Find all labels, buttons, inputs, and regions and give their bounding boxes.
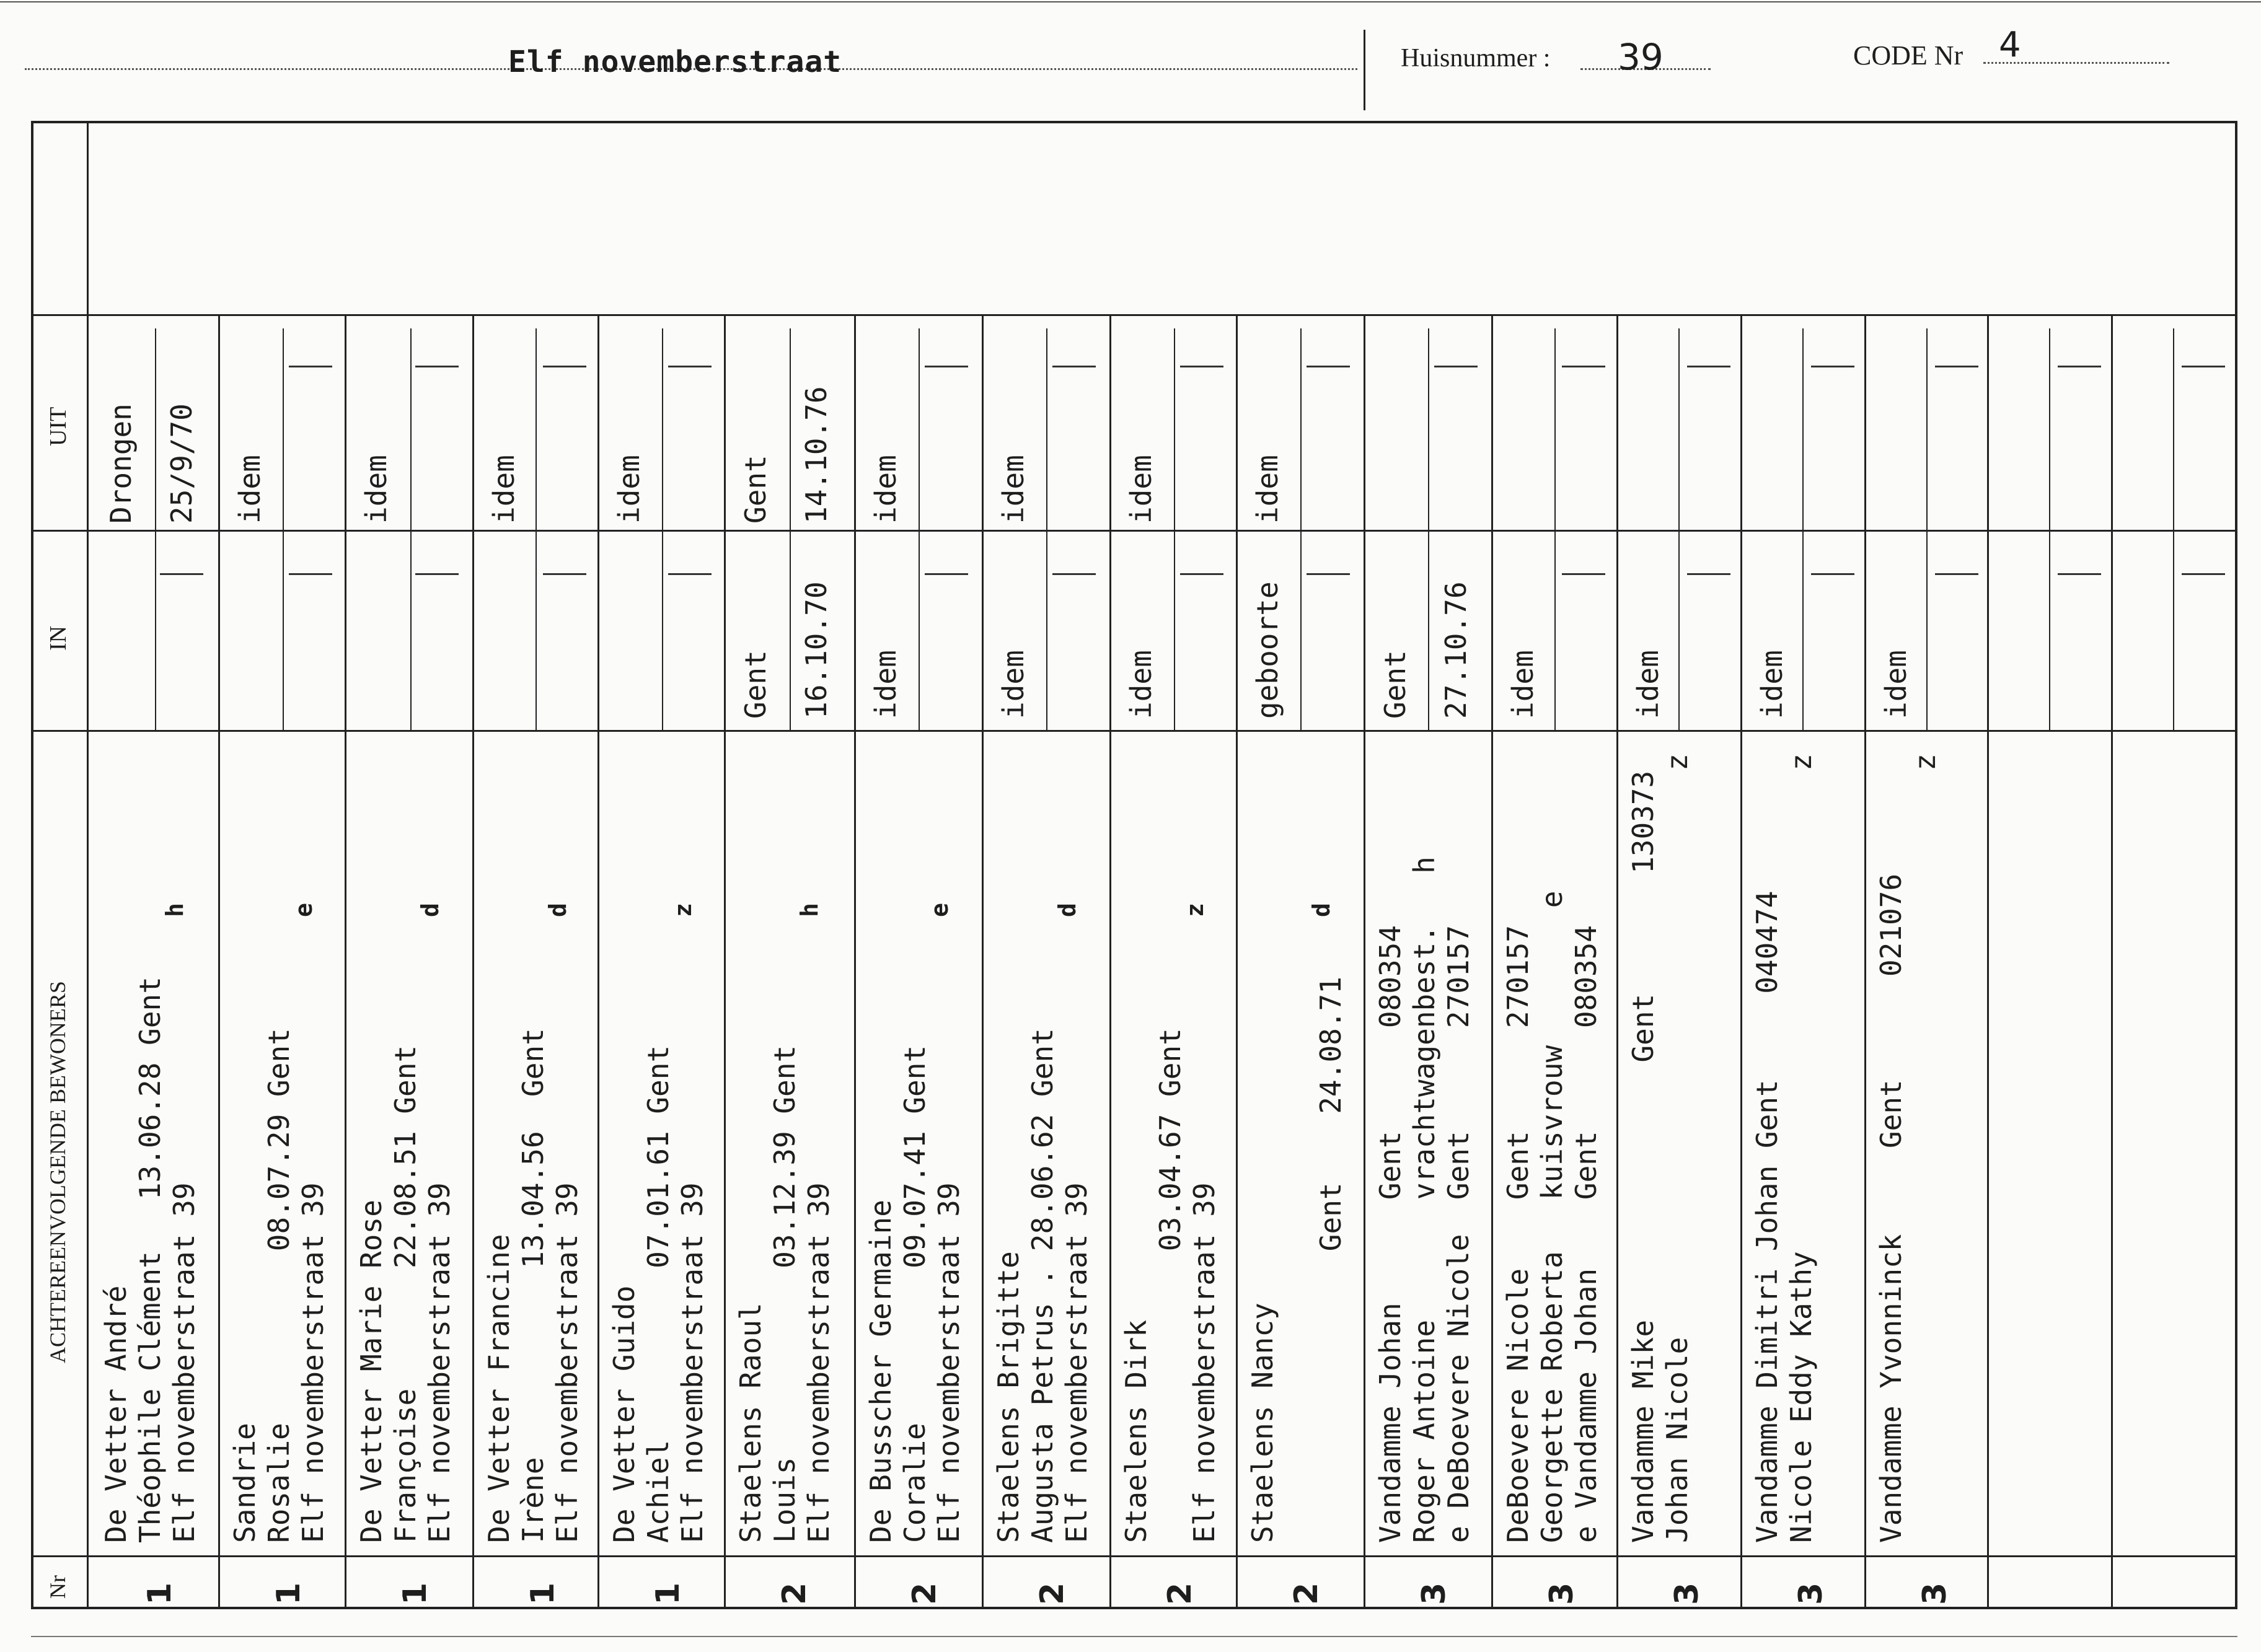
house-number-value: 39 [1618,36,1664,78]
out-place: idem [487,455,521,524]
resident-line: Staelens Nancy [1246,1303,1279,1543]
in-place: idem [1755,650,1789,719]
out-place: idem [869,455,902,524]
entry-number: 1 [141,1582,178,1605]
out-place: idem [1124,455,1158,524]
gender-mark: e [290,903,317,917]
street-name: Elf novemberstraat [508,45,842,79]
house-number-label: Huisnummer : [1401,44,1551,72]
out-place: idem [233,455,267,524]
entry-number: 3 [1792,1582,1830,1605]
gender-mark: e [926,903,953,917]
out-date: 14.10.76 [800,386,833,524]
entry-number: 1 [397,1582,434,1605]
resident-line: Rosalie 08.07.29 Gent [262,1028,296,1543]
gender-mark: d [1054,903,1081,917]
entry-number: 2 [776,1582,813,1605]
in-place: Gent [739,650,772,719]
resident-line: Johan Nicole z [1660,754,1694,1543]
entry-number: 3 [1668,1582,1706,1605]
resident-line: Vandamme Yvonninck Gent 021076 [1874,873,1908,1543]
out-place: idem [1251,455,1284,524]
resident-line: Elf novemberstraat 39 [676,1182,709,1543]
entry-number: 3 [1416,1582,1453,1605]
resident-line: Elf novemberstraat 39 [423,1182,456,1543]
out-date: 25/9/70 [165,403,198,524]
column-label-in: IN [45,625,71,651]
entry-number: 2 [906,1582,943,1605]
resident-line: Augusta Petrus . 28.06.62 Gent [1026,1028,1059,1543]
in-place: idem [1879,650,1913,719]
in-place: idem [1124,650,1158,719]
entry-number: 3 [1916,1582,1954,1605]
resident-line: De Vetter André [99,1285,133,1543]
resident-line: De Vetter Francine [482,1234,516,1543]
resident-line: Elf novemberstraat 39 [296,1182,330,1543]
in-place: idem [869,650,902,719]
resident-line: Vandamme Mike Gent 130373 [1626,770,1660,1543]
resident-line: Gent 24.08.71 [1314,977,1347,1543]
out-place: idem [359,455,393,524]
resident-line: Staelens Brigitte [992,1251,1025,1543]
resident-line: Elf novemberstraat 39 [932,1182,966,1543]
resident-line: Staelens Raoul [734,1303,767,1543]
in-place: Gent [1378,650,1412,719]
resident-line: Théophile Clément 13.06.28 Gent [133,977,167,1543]
resident-line: De Vetter Marie Rose [355,1200,388,1543]
column-label-nr: Nr [45,1575,70,1599]
resident-line: 03.04.67 Gent [1153,1028,1187,1543]
gender-mark: d [416,903,444,917]
resident-line: Sandrie [228,1423,262,1543]
in-place: idem [1631,650,1665,719]
resident-line: DeBoevere Nicole Gent 270157 [1501,925,1535,1543]
resident-line: Elf novemberstraat 39 [1060,1182,1093,1543]
gender-mark: h [161,903,188,917]
resident-line: Vandamme Johan Gent 080354 [1373,925,1407,1543]
out-place: idem [612,455,646,524]
in-place: idem [1506,650,1540,719]
out-place: Drongen [104,403,138,524]
resident-line: Elf novemberstraat 39 [167,1182,201,1543]
gender-mark: h [796,903,823,917]
resident-line: Louis 03.12.39 Gent [768,1045,801,1543]
entry-number: 1 [650,1582,687,1605]
code-label: CODE Nr [1853,40,1963,71]
resident-line: Elf novemberstraat 39 [1188,1182,1221,1543]
resident-line: Elf novemberstraat 39 [550,1182,584,1543]
resident-line: Staelens Dirk [1119,1319,1153,1543]
resident-line: De Busscher Germaine [864,1200,897,1543]
out-place: Gent [739,455,772,524]
entry-number: 2 [1034,1582,1071,1605]
column-label-residents: ACHTEREENVOLGENDE BEWONERS [45,981,70,1363]
resident-line: Nicole Eddy Kathy z [1784,754,1818,1543]
resident-line: De Vetter Guido [607,1285,641,1543]
in-place: idem [997,650,1030,719]
entry-number: 3 [1543,1582,1580,1605]
resident-line: Achiel 07.01.61 Gent [641,1045,675,1543]
resident-line: Elf novemberstraat 39 [802,1182,835,1543]
in-date: 27.10.76 [1439,581,1473,719]
resident-line: Françoise 22.08.51 Gent [389,1045,422,1543]
resident-line: e Vandamme Johan Gent 080354 [1569,925,1603,1543]
entry-number: 2 [1161,1582,1199,1605]
entry-number: 1 [270,1582,307,1605]
resident-line: z [1908,754,1942,1543]
column-label-uit: UIT [45,406,71,446]
resident-line: Georgette Roberta kuisvrouw e [1535,890,1569,1543]
resident-line: Roger Antoine vrachtwagenbest. h [1408,856,1441,1543]
gender-mark: z [1181,903,1209,917]
code-number-value: 4 [1999,25,2021,65]
resident-line: Vandamme Dimitri Johan Gent 040474 [1750,890,1784,1543]
entry-number: 1 [524,1582,562,1605]
resident-line: Irène 13.04.56 Gent [516,1028,550,1543]
out-place: idem [997,455,1030,524]
resident-line: e DeBoevere Nicole Gent 270157 [1442,925,1475,1543]
in-place: geboorte [1251,581,1284,719]
gender-mark: d [544,903,571,917]
in-date: 16.10.70 [800,581,833,719]
gender-mark: d [1308,903,1335,917]
resident-line: Coralie 09.07.41 Gent [898,1045,932,1543]
entry-number: 2 [1288,1582,1325,1605]
gender-mark: z [669,903,697,917]
